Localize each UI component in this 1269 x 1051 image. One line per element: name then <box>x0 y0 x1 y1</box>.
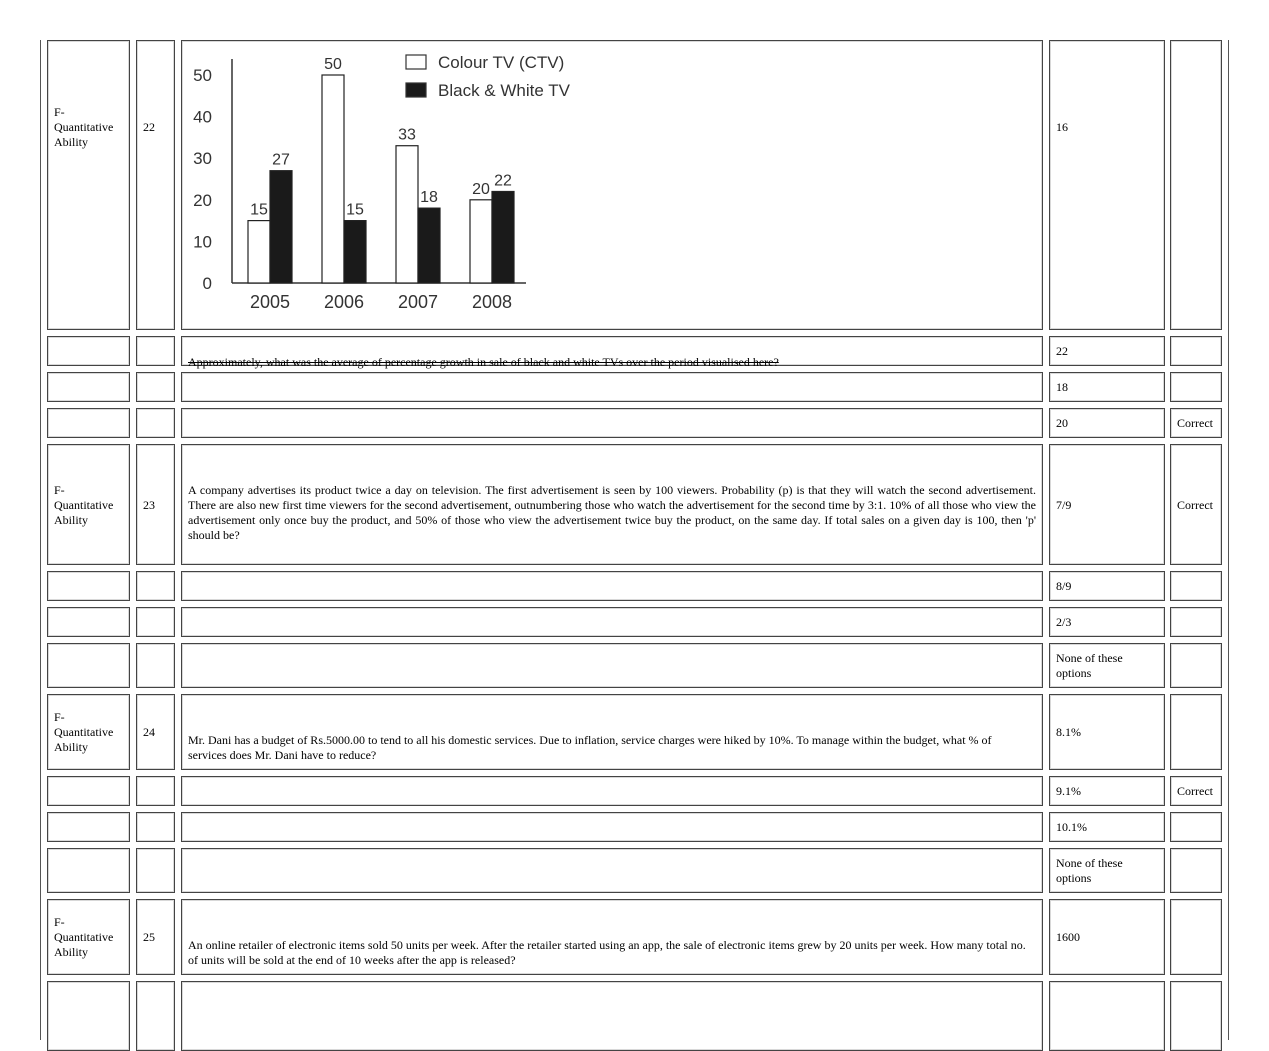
y-tick-label: 50 <box>193 66 212 85</box>
section-cell <box>47 776 130 806</box>
status-cell <box>1170 981 1222 1051</box>
option-text: 8/9 <box>1056 579 1072 593</box>
question-number-cell <box>136 812 175 842</box>
question-cell <box>181 812 1043 842</box>
option-text: 9.1% <box>1056 784 1081 798</box>
question-number-cell <box>136 571 175 601</box>
status-cell <box>1170 336 1222 366</box>
bar <box>270 171 292 283</box>
x-tick-label: 2006 <box>323 292 365 312</box>
option-text: 16 <box>1056 120 1068 134</box>
bar <box>248 221 270 283</box>
question-number-cell <box>136 607 175 637</box>
bar <box>322 75 344 283</box>
question-cell <box>181 776 1043 806</box>
option-text: 8.1% <box>1056 725 1081 739</box>
option-cell <box>1049 571 1165 601</box>
status-cell <box>1170 607 1222 637</box>
section-cell <box>47 812 130 842</box>
option-cell <box>1049 40 1165 330</box>
bar <box>344 221 366 283</box>
y-tick-label: 0 <box>202 274 212 293</box>
question-cell <box>181 336 1043 369</box>
option-cell <box>1049 848 1165 893</box>
question-cell <box>181 848 1043 893</box>
section-cell <box>47 981 130 1051</box>
legend-label: Colour TV (CTV) <box>438 53 565 72</box>
option-cell <box>1049 444 1165 565</box>
question-number-cell <box>136 444 175 565</box>
question-number-cell <box>136 694 175 770</box>
question-number-cell <box>136 776 175 806</box>
x-tick-label: 2007 <box>397 292 439 312</box>
question-cell <box>181 694 1043 770</box>
option-text: 7/9 <box>1056 498 1072 512</box>
status-cell <box>1170 40 1222 330</box>
status-cell <box>1170 444 1222 565</box>
question-number-cell <box>136 40 175 330</box>
question-cell <box>181 372 1043 402</box>
option-cell <box>1049 643 1165 688</box>
option-cell <box>1049 899 1165 975</box>
section-cell <box>47 372 130 402</box>
question-number-cell <box>136 848 175 893</box>
option-cell <box>1049 408 1165 438</box>
option-text: 18 <box>1056 380 1068 394</box>
option-cell <box>1049 981 1165 1051</box>
section-cell <box>47 444 130 565</box>
data-label: 15 <box>250 201 268 219</box>
y-tick-label: 30 <box>193 149 212 169</box>
question-number-cell <box>136 981 175 1051</box>
question-cell <box>181 981 1043 1051</box>
data-label: 15 <box>346 201 364 219</box>
question-cell <box>181 643 1043 688</box>
legend-label: Black & White TV <box>438 81 570 100</box>
status-cell <box>1170 571 1222 601</box>
option-cell <box>1049 694 1165 770</box>
question-number-cell <box>136 336 175 366</box>
question-number: 25 <box>143 930 155 944</box>
bar <box>492 191 514 283</box>
section-label: F- Quantitative Ability <box>54 105 114 149</box>
status-cell <box>1170 408 1222 438</box>
question-number: 22 <box>143 120 155 134</box>
option-cell <box>1049 336 1165 366</box>
bar <box>396 146 418 283</box>
question-number: 24 <box>143 725 155 739</box>
section-cell <box>47 643 130 688</box>
section-label: F- Quantitative Ability <box>54 483 114 527</box>
x-tick-label: 2005 <box>249 292 291 312</box>
question-number-cell <box>136 372 175 402</box>
data-label: 27 <box>272 151 290 169</box>
question-number-cell <box>136 643 175 688</box>
question-cell <box>181 571 1043 601</box>
option-text: 22 <box>1056 344 1068 358</box>
data-label: 22 <box>494 172 512 190</box>
x-tick-label: 2008 <box>471 292 513 312</box>
option-text: 20 <box>1056 416 1068 430</box>
option-text: 10.1% <box>1056 820 1087 834</box>
correct-marker: Correct <box>1177 498 1213 512</box>
status-cell <box>1170 372 1222 402</box>
data-label: 50 <box>324 56 342 73</box>
option-cell <box>1049 607 1165 637</box>
section-cell <box>47 607 130 637</box>
status-cell <box>1170 643 1222 688</box>
question-text: A company advertises its product twice a day on television. The first advertisement is seen by 100 viewers. Probability (p) is that they will watch the second advertisement. There are also new first time viewers for the second advertisement, outnumbering those who watch the advertisement for the second time by 3:1. 10% of all those who view the advertisement only once buy the product, and 50% of those who view the advertisement twice buy the product, on the same day. If total sales on a given day is 100, then 'p' should be? <box>188 483 1036 542</box>
option-cell <box>1049 776 1165 806</box>
bar <box>418 208 440 283</box>
question-text: An online retailer of electronic items sold 50 units per week. After the retailer started using an app, the sale of electronic items grew by 20 units per week. How many total no. of units will be sold at the end of 10 weeks after the app is released? <box>188 938 1026 967</box>
question-text: Approximately, what was the average of percentage growth in sale of black and white TVs over the period visualised here? <box>188 355 779 369</box>
question-number-cell <box>136 408 175 438</box>
chart-cell <box>181 40 1043 330</box>
question-text: Mr. Dani has a budget of Rs.5000.00 to tend to all his domestic services. Due to inflation, service charges were hiked by 10%. To manage within the budget, what % of services does Mr. Dani have to reduce? <box>188 733 992 762</box>
status-cell <box>1170 848 1222 893</box>
bar <box>470 200 492 283</box>
question-cell <box>181 899 1043 975</box>
legend-swatch <box>406 55 426 69</box>
correct-marker: Correct <box>1177 784 1213 798</box>
data-label: 18 <box>420 189 438 207</box>
question-number-cell <box>136 899 175 975</box>
status-cell <box>1170 812 1222 842</box>
section-label: F- Quantitative Ability <box>54 915 114 959</box>
question-cell <box>181 444 1043 565</box>
legend-swatch <box>406 83 426 97</box>
section-cell <box>47 848 130 893</box>
y-tick-label: 10 <box>193 232 212 252</box>
option-text: None of these options <box>1056 651 1123 680</box>
question-cell <box>181 408 1043 438</box>
data-label: 20 <box>472 180 490 198</box>
section-label: F- Quantitative Ability <box>54 710 114 754</box>
y-tick-label: 20 <box>193 190 212 210</box>
question-cell <box>181 607 1043 637</box>
y-tick-label: 40 <box>193 107 212 127</box>
status-cell <box>1170 694 1222 770</box>
section-cell <box>47 40 130 330</box>
option-text: 1600 <box>1056 930 1080 944</box>
section-cell <box>47 694 130 770</box>
option-cell <box>1049 812 1165 842</box>
option-cell <box>1049 372 1165 402</box>
option-text: None of these options <box>1056 856 1123 885</box>
section-cell <box>47 336 130 366</box>
option-text: 2/3 <box>1056 615 1072 629</box>
bar-chart <box>188 45 608 325</box>
status-cell <box>1170 899 1222 975</box>
status-cell <box>1170 776 1222 806</box>
section-cell <box>47 571 130 601</box>
correct-marker: Correct <box>1177 416 1213 430</box>
question-number: 23 <box>143 498 155 512</box>
section-cell <box>47 899 130 975</box>
section-cell <box>47 408 130 438</box>
data-label: 33 <box>398 126 416 144</box>
